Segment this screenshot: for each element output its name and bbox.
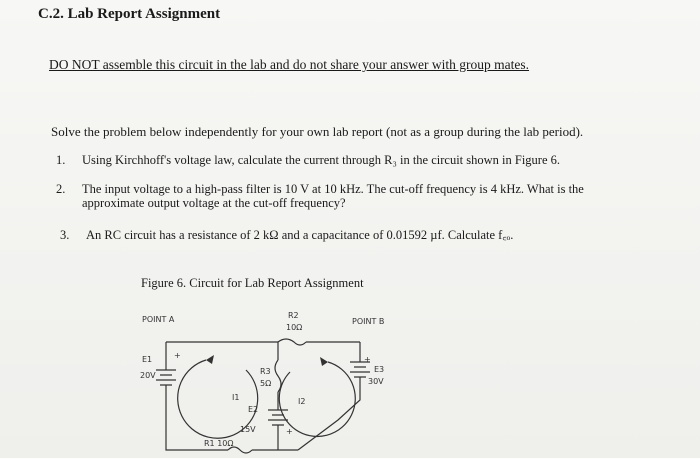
e1-plus: + (174, 351, 181, 360)
r2-value: 10Ω (286, 323, 303, 332)
i2-label: I2 (298, 397, 306, 406)
e1-name: E1 (142, 355, 153, 364)
question-number: 3. (60, 228, 70, 242)
e2-name: E2 (248, 405, 259, 414)
r2-name: R2 (288, 311, 299, 320)
figure-caption: Figure 6. Circuit for Lab Report Assignment (141, 276, 364, 290)
i2-loop-arrow (279, 362, 355, 436)
point-b-label: POINT B (352, 317, 385, 326)
r3-resistor (275, 360, 281, 392)
i1-arrowhead (206, 355, 214, 364)
e3-value: 30V (368, 377, 384, 386)
circuit-diagram (128, 300, 428, 458)
e1-value: 20V (140, 371, 156, 380)
e3-name: E3 (374, 365, 385, 374)
i1-label: I1 (232, 393, 240, 402)
point-a-label: POINT A (142, 315, 175, 324)
question-text-line-2: approximate output voltage at the cut-off frequency? (82, 196, 346, 210)
r3-value: 5Ω (260, 379, 272, 388)
question-text-line-1: The input voltage to a high-pass filter is 10 V at 10 kHz. The cut-off frequency is 4 kHz. What is the (82, 182, 584, 196)
question-text: An RC circuit has a resistance of 2 kΩ and a capacitance of 0.01592 µf. Calculate f꜀ₒ. (86, 228, 514, 242)
i2-arrowhead (320, 357, 328, 366)
e1-battery (156, 370, 176, 385)
r2-resistor (278, 339, 306, 345)
warning-notice: DO NOT assemble this circuit in the lab and do not share your answer with group mates. (49, 57, 530, 72)
e3-battery (350, 362, 370, 377)
r3-name: R3 (260, 367, 271, 376)
instructions-intro: Solve the problem below independently for your own lab report (not as a group during the lab period). (51, 124, 584, 139)
e2-plus: + (286, 427, 293, 436)
question-text: Using Kirchhoff's voltage law, calculate the current through R₃ in the circuit shown in Figure 6. (82, 153, 561, 167)
question-number: 1. (56, 153, 66, 167)
e3-plus: + (364, 355, 371, 364)
e2-value: 15V (240, 425, 256, 434)
section-heading: C.2. Lab Report Assignment (38, 6, 221, 22)
e2-battery (268, 410, 288, 425)
question-number: 2. (56, 182, 66, 196)
r1-label: R1 10Ω (204, 439, 234, 448)
